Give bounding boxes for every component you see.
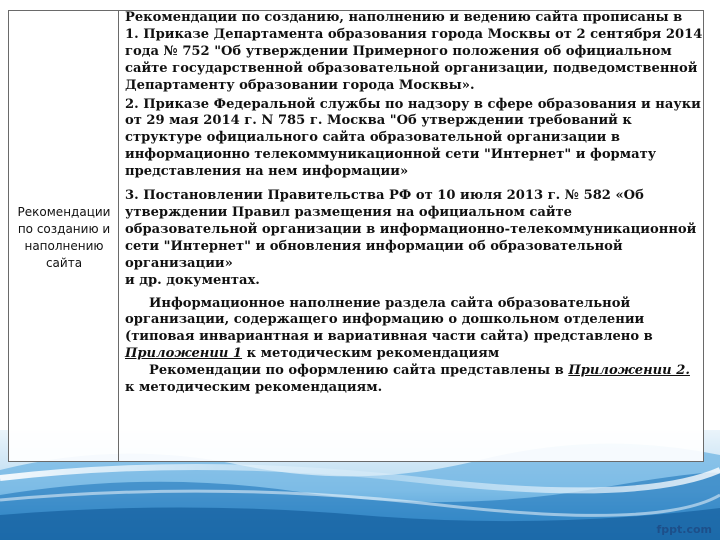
appendix-2-link[interactable]: Приложении 2.: [568, 363, 690, 379]
section-label: [11, 204, 117, 272]
right-column: [125, 10, 703, 397]
info-text: Информационное наполнение раздела сайта образовательной организации, содержащего информацию о дошкольном отделении (типовая инвариантная и вариативная части сайта) представлено в: [125, 295, 653, 345]
design-paragraph: [125, 363, 703, 397]
document-item-tail: и др. документах.: [125, 272, 260, 288]
document-item-2: 2. Приказе Федеральной службы по надзору в сфере образования и науки от 29 мая 2014 г. N 785 г. Москва "Об утверждении требований к структуре официального сайта образовательной организации в информационно телекоммуникационной сети "Интернет" и формату представления на нем информации»: [125, 96, 701, 180]
footer-logo: fppt.com: [656, 523, 712, 536]
section-label-line: наполнению: [24, 239, 104, 253]
document-item-1: 1. Приказе Департамента образования города Москвы от 2 сентября 2014 года № 752 "Об утверждении Примерного положения об официальном сайте государственной образовательной организации, подведомственной Департаменту образовании города Москвы».: [125, 26, 703, 93]
section-label-line: Рекомендации: [17, 205, 111, 219]
content-table: [8, 10, 704, 462]
appendix-1-link[interactable]: Приложении 1: [125, 346, 243, 362]
info-paragraph: [125, 296, 703, 364]
info-text-end: к методическим рекомендациям: [242, 346, 500, 362]
intro-line: Рекомендации по созданию, наполнению и ведению сайта прописаны в: [125, 10, 683, 25]
design-text: Рекомендации по оформлению сайта представлены в: [149, 363, 569, 379]
design-text-end: к методическим рекомендациям.: [125, 380, 383, 396]
section-label-line: сайта: [45, 256, 83, 270]
section-label-line: по созданию и: [17, 222, 111, 236]
left-column: [9, 11, 119, 461]
document-item-3: 3. Постановлении Правительства РФ от 10 июля 2013 г. № 582 «Об утверждении Правил размещения на официальном сайте образовательной организации в информационно-телекоммуникационной сети "Интернет" и обновления информации об образовательной организации»: [125, 188, 697, 271]
